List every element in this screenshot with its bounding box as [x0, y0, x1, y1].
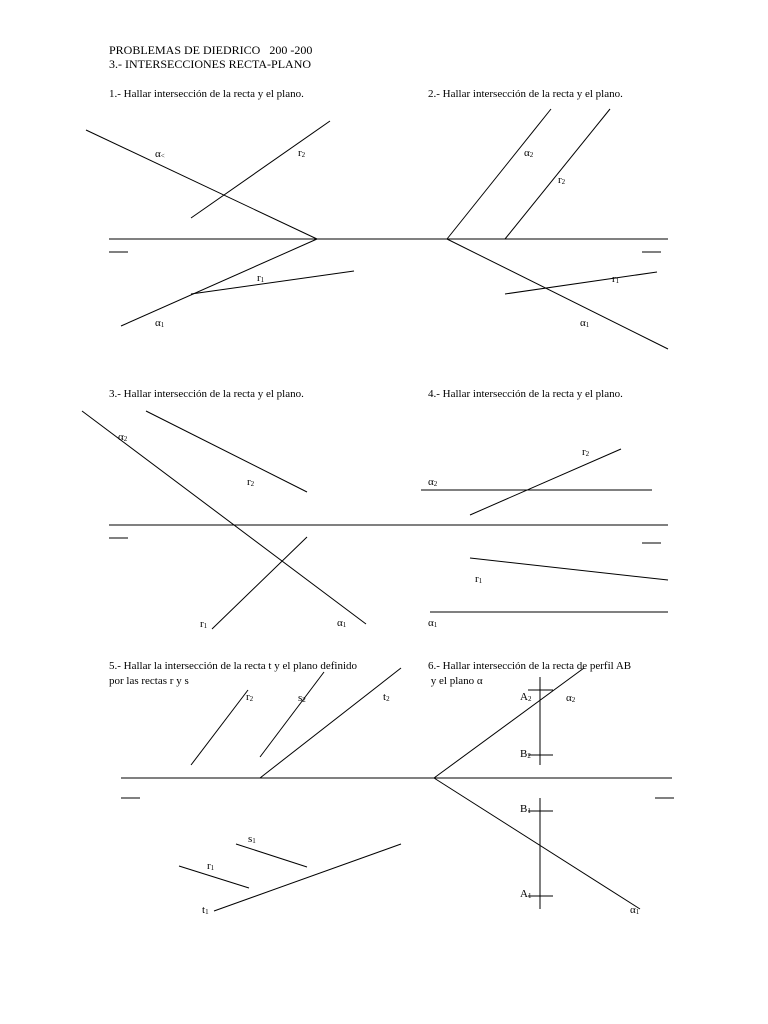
p2-alpha1-trace	[447, 239, 668, 349]
problem-4-statement: 4.- Hallar intersección de la recta y el plano.	[428, 388, 623, 400]
p4-r2-line	[470, 449, 621, 515]
p1-r2-line	[191, 121, 330, 218]
p2-alpha2-trace	[447, 109, 551, 239]
label-p5-t1: t1	[202, 904, 209, 916]
p1-alpha1-trace	[121, 239, 317, 326]
label-p5-r1: r1	[207, 860, 215, 872]
label-p5-s2: s2	[298, 692, 306, 704]
p3-r1-line	[212, 537, 307, 629]
problem-1-statement: 1.- Hallar intersección de la recta y el plano.	[109, 88, 304, 100]
p6-alpha1-trace	[434, 778, 640, 909]
label-p2-r1: r1	[612, 273, 620, 285]
p4-r1-line	[470, 558, 668, 580]
p1-r1-line	[191, 271, 354, 294]
label-p5-r2: r2	[246, 691, 254, 703]
p5-t1-line	[214, 844, 401, 911]
problem-3-statement: 3.- Hallar intersección de la recta y el plano.	[109, 388, 304, 400]
label-p2-alpha2: α2	[524, 147, 534, 159]
label-p4-r2: r2	[582, 446, 590, 458]
label-p6-A1: A1	[520, 888, 532, 900]
p6-alpha2-trace	[434, 668, 584, 778]
label-p6-B1: B1	[520, 803, 531, 815]
label-p4-r1: r1	[475, 573, 483, 585]
problem-6-statement: 6.- Hallar intersección de la recta de perfil AB	[428, 660, 632, 672]
problem-5-statement-line2: por las rectas r y s	[109, 675, 189, 687]
label-p2-alpha1: α1	[580, 317, 590, 329]
problem-5-statement: 5.- Hallar la intersección de la recta t y el plano definido	[109, 660, 358, 672]
problem-6-statement-line2: y el plano α	[428, 675, 483, 687]
label-p3-r1: r1	[200, 618, 208, 630]
label-p1-r1: r1	[257, 272, 265, 284]
label-p5-s1: s1	[248, 833, 256, 845]
p5-r2-line	[191, 690, 248, 765]
p5-t2-line	[260, 668, 401, 778]
label-p3-alpha1: α1	[337, 617, 347, 629]
label-p6-A2: A2	[520, 691, 532, 703]
label-p1-r2: r2	[298, 147, 306, 159]
label-p5-t2: t2	[383, 691, 390, 703]
label-p6-alpha1: α1	[630, 904, 640, 916]
sheet-subtitle: 3.- INTERSECCIONES RECTA-PLANO	[109, 57, 312, 71]
p5-s1-line	[236, 844, 307, 867]
problem-2-statement: 2.- Hallar intersección de la recta y el plano.	[428, 88, 623, 100]
label-p4-alpha2: α2	[428, 476, 438, 488]
label-p1-alpha2: α<	[155, 148, 165, 160]
label-p6-alpha2: α2	[566, 692, 576, 704]
label-p1-alpha1: α1	[155, 317, 165, 329]
sheet-title: PROBLEMAS DE DIEDRICO 200 -200	[109, 43, 313, 57]
label-p2-r2: r2	[558, 174, 566, 186]
p3-r2-line	[146, 411, 307, 492]
label-p6-B2: B2	[520, 748, 531, 760]
label-p4-alpha1: α1	[428, 617, 438, 629]
label-p3-r2: r2	[247, 476, 255, 488]
p1-alpha2-trace	[86, 130, 317, 239]
p5-s2-line	[260, 672, 324, 757]
p2-r1-line	[505, 272, 657, 294]
label-p3-alpha2: α2	[118, 431, 128, 443]
